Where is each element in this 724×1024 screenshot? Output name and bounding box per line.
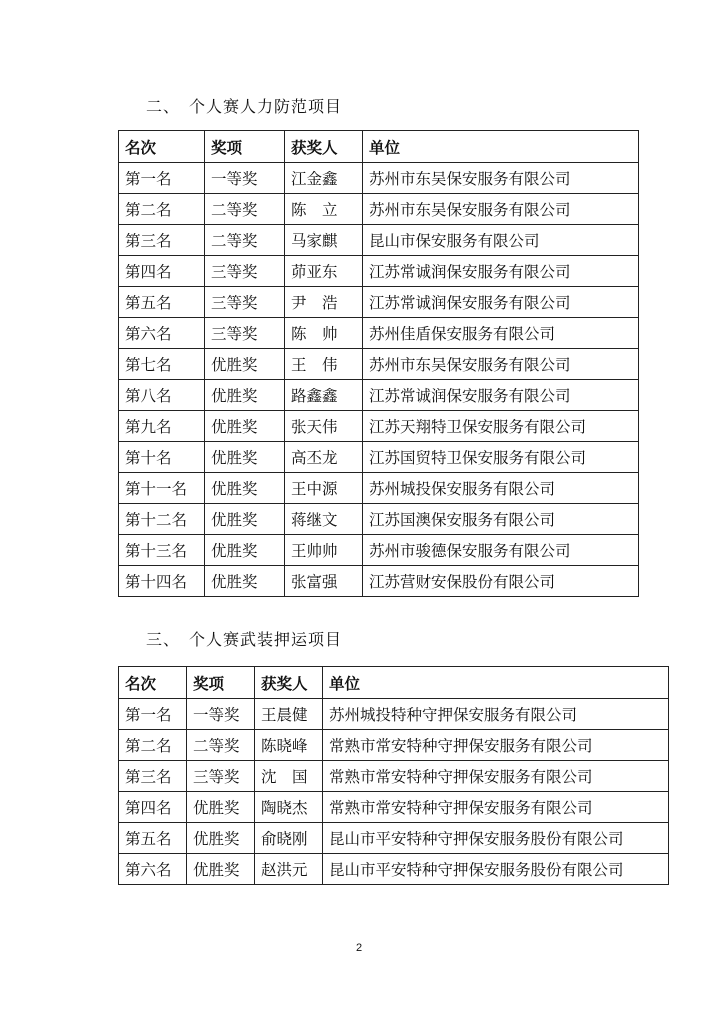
unit-cell: 江苏国贸特卫保安服务有限公司 — [363, 442, 639, 473]
unit-cell: 常熟市常安特种守押保安服务有限公司 — [323, 792, 669, 823]
winner-cell: 沈 国 — [255, 761, 323, 792]
rank-cell: 第十名 — [119, 442, 205, 473]
award-cell: 二等奖 — [187, 730, 255, 761]
rank-cell: 第三名 — [119, 225, 205, 256]
table-row — [119, 163, 639, 194]
header-award: 奖项 — [187, 667, 255, 699]
award-cell: 优胜奖 — [187, 792, 255, 823]
unit-cell: 常熟市常安特种守押保安服务有限公司 — [323, 761, 669, 792]
table-row — [119, 792, 669, 823]
winner-cell: 张富强 — [285, 566, 363, 597]
unit-cell: 昆山市平安特种守押保安服务股份有限公司 — [323, 854, 669, 885]
award-cell: 优胜奖 — [205, 473, 285, 504]
award-cell: 一等奖 — [205, 163, 285, 194]
unit-cell: 昆山市保安服务有限公司 — [363, 225, 639, 256]
rank-cell: 第一名 — [119, 699, 187, 730]
table-row — [119, 256, 639, 287]
individual-manpower-table — [118, 130, 639, 597]
winner-cell: 王帅帅 — [285, 535, 363, 566]
winner-cell: 路鑫鑫 — [285, 380, 363, 411]
award-cell: 三等奖 — [205, 256, 285, 287]
winner-cell: 王中源 — [285, 473, 363, 504]
rank-cell: 第三名 — [119, 761, 187, 792]
individual-armed-escort-table — [118, 666, 669, 885]
award-cell: 三等奖 — [205, 318, 285, 349]
winner-cell: 陈晓峰 — [255, 730, 323, 761]
winner-cell: 王晨健 — [255, 699, 323, 730]
winner-cell: 江金鑫 — [285, 163, 363, 194]
winner-cell: 张天伟 — [285, 411, 363, 442]
unit-cell: 苏州市东吴保安服务有限公司 — [363, 194, 639, 225]
rank-cell: 第五名 — [119, 823, 187, 854]
header-award: 奖项 — [205, 131, 285, 163]
rank-cell: 第十一名 — [119, 473, 205, 504]
rank-cell: 第九名 — [119, 411, 205, 442]
unit-cell: 江苏常诚润保安服务有限公司 — [363, 256, 639, 287]
unit-cell: 常熟市常安特种守押保安服务有限公司 — [323, 730, 669, 761]
table-row — [119, 761, 669, 792]
table-row — [119, 854, 669, 885]
unit-cell: 苏州市东吴保安服务有限公司 — [363, 349, 639, 380]
table-row — [119, 411, 639, 442]
table-row — [119, 535, 639, 566]
award-cell: 优胜奖 — [205, 380, 285, 411]
rank-cell: 第四名 — [119, 792, 187, 823]
table-row — [119, 318, 639, 349]
table-row — [119, 473, 639, 504]
award-cell: 优胜奖 — [205, 411, 285, 442]
rank-cell: 第七名 — [119, 349, 205, 380]
award-cell: 二等奖 — [205, 194, 285, 225]
table-row — [119, 699, 669, 730]
unit-cell: 江苏营财安保股份有限公司 — [363, 566, 639, 597]
table-row — [119, 380, 639, 411]
winner-cell: 赵洪元 — [255, 854, 323, 885]
award-cell: 二等奖 — [205, 225, 285, 256]
winner-cell: 王 伟 — [285, 349, 363, 380]
section-2-heading: 二、 个人赛人力防范项目 — [146, 97, 343, 116]
table-row — [119, 287, 639, 318]
winner-cell: 高丕龙 — [285, 442, 363, 473]
table-header-row — [119, 131, 639, 163]
table-row — [119, 730, 669, 761]
header-winner: 获奖人 — [255, 667, 323, 699]
award-cell: 一等奖 — [187, 699, 255, 730]
rank-cell: 第四名 — [119, 256, 205, 287]
award-cell: 优胜奖 — [187, 823, 255, 854]
rank-cell: 第十二名 — [119, 504, 205, 535]
unit-cell: 苏州城投保安服务有限公司 — [363, 473, 639, 504]
unit-cell: 江苏天翔特卫保安服务有限公司 — [363, 411, 639, 442]
unit-cell: 江苏国澳保安服务有限公司 — [363, 504, 639, 535]
award-cell: 优胜奖 — [205, 349, 285, 380]
unit-cell: 苏州市东吴保安服务有限公司 — [363, 163, 639, 194]
rank-cell: 第六名 — [119, 318, 205, 349]
award-cell: 优胜奖 — [205, 504, 285, 535]
section-3-heading: 三、 个人赛武装押运项目 — [146, 630, 343, 649]
header-rank: 名次 — [119, 667, 187, 699]
award-cell: 优胜奖 — [187, 854, 255, 885]
unit-cell: 苏州城投特种守押保安服务有限公司 — [323, 699, 669, 730]
header-rank: 名次 — [119, 131, 205, 163]
table-row — [119, 225, 639, 256]
rank-cell: 第二名 — [119, 194, 205, 225]
rank-cell: 第一名 — [119, 163, 205, 194]
table-row — [119, 504, 639, 535]
table-row — [119, 349, 639, 380]
award-cell: 优胜奖 — [205, 566, 285, 597]
winner-cell: 陈 帅 — [285, 318, 363, 349]
winner-cell: 俞晓刚 — [255, 823, 323, 854]
header-unit: 单位 — [323, 667, 669, 699]
rank-cell: 第二名 — [119, 730, 187, 761]
award-cell: 三等奖 — [187, 761, 255, 792]
header-unit: 单位 — [363, 131, 639, 163]
page-number: 2 — [356, 942, 363, 954]
rank-cell: 第五名 — [119, 287, 205, 318]
award-cell: 三等奖 — [205, 287, 285, 318]
winner-cell: 茆亚东 — [285, 256, 363, 287]
winner-cell: 陶晓杰 — [255, 792, 323, 823]
winner-cell: 陈 立 — [285, 194, 363, 225]
unit-cell: 江苏常诚润保安服务有限公司 — [363, 287, 639, 318]
header-winner: 获奖人 — [285, 131, 363, 163]
winner-cell: 蒋继文 — [285, 504, 363, 535]
winner-cell: 尹 浩 — [285, 287, 363, 318]
table-row — [119, 566, 639, 597]
unit-cell: 昆山市平安特种守押保安服务股份有限公司 — [323, 823, 669, 854]
table-header-row — [119, 667, 669, 699]
award-cell: 优胜奖 — [205, 535, 285, 566]
rank-cell: 第十四名 — [119, 566, 205, 597]
award-cell: 优胜奖 — [205, 442, 285, 473]
rank-cell: 第六名 — [119, 854, 187, 885]
rank-cell: 第十三名 — [119, 535, 205, 566]
unit-cell: 苏州佳盾保安服务有限公司 — [363, 318, 639, 349]
table-row — [119, 442, 639, 473]
unit-cell: 江苏常诚润保安服务有限公司 — [363, 380, 639, 411]
table-row — [119, 823, 669, 854]
winner-cell: 马家麒 — [285, 225, 363, 256]
rank-cell: 第八名 — [119, 380, 205, 411]
table-row — [119, 194, 639, 225]
unit-cell: 苏州市骏德保安服务有限公司 — [363, 535, 639, 566]
